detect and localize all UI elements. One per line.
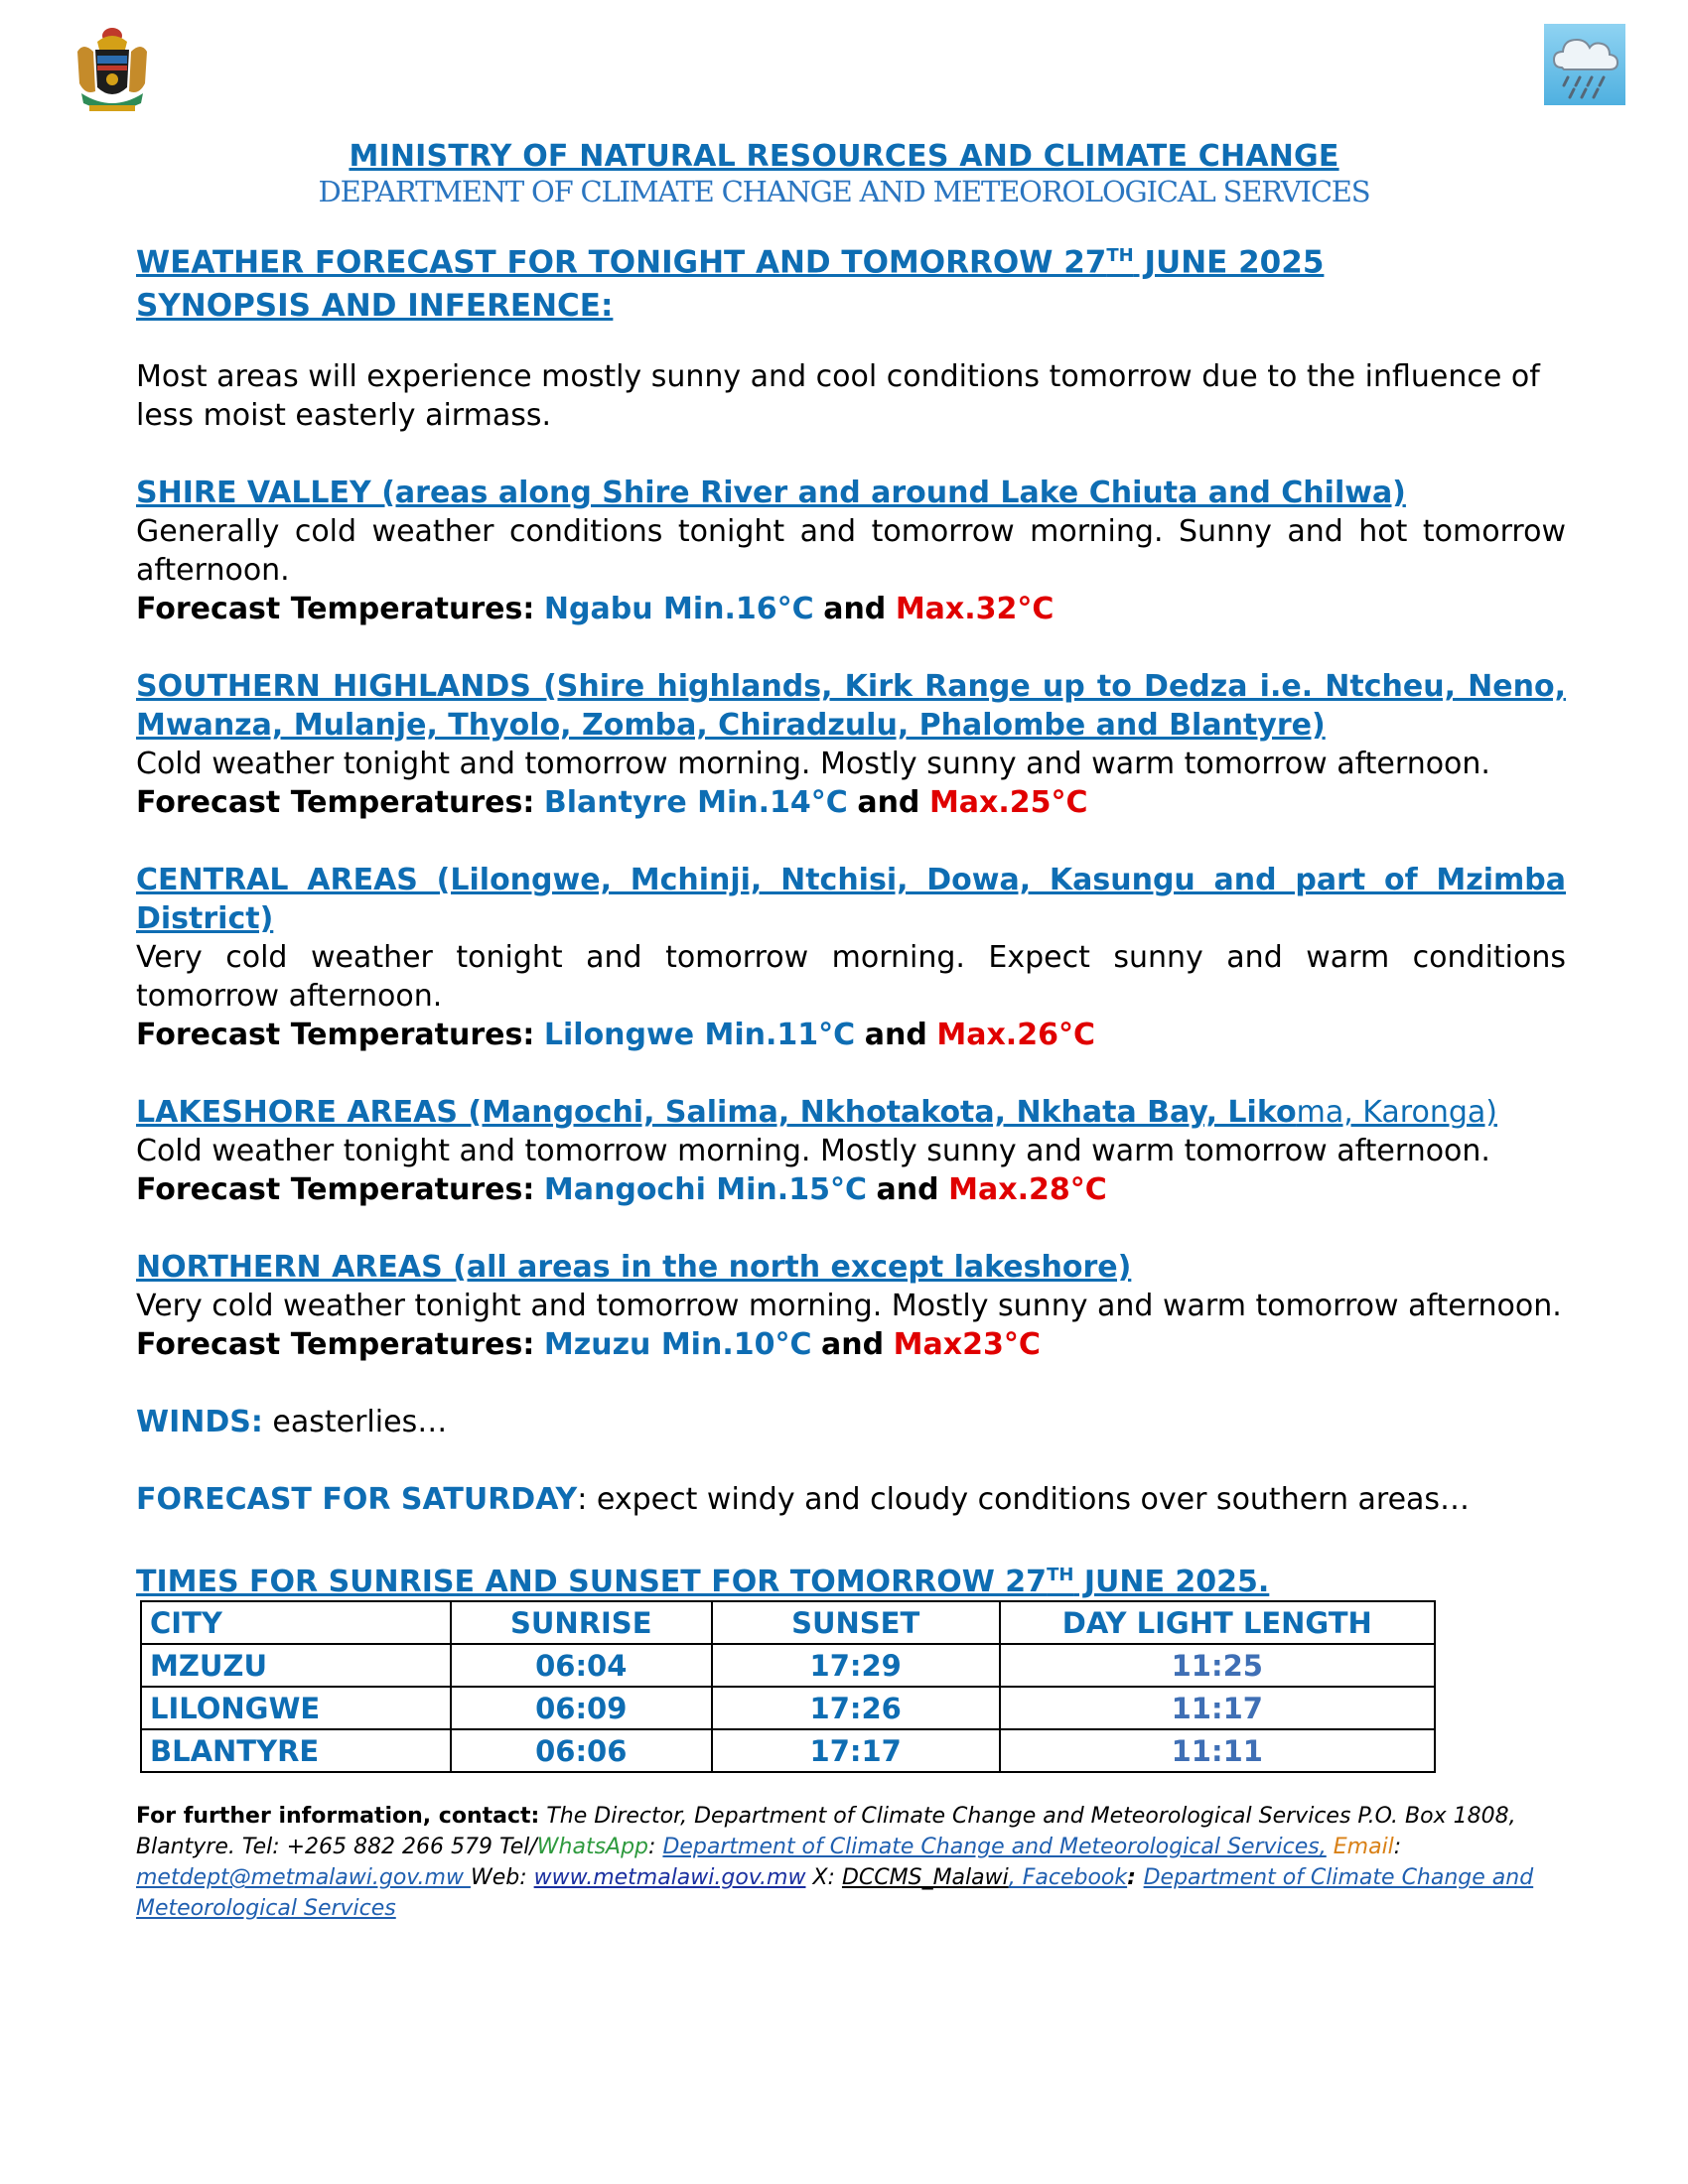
synopsis-text: Most areas will experience mostly sunny and cool conditions tomorrow due to the influence of less moist easterly airmass. (136, 359, 1540, 434)
min-temperature: Mangochi Min.15°C (543, 1172, 867, 1208)
table-cell: 17:29 (712, 1644, 1000, 1687)
min-temperature: Mzuzu Min.10°C (543, 1327, 812, 1363)
table-row (141, 1729, 1435, 1772)
sun-times-table (140, 1600, 1436, 1773)
ministry-title: MINISTRY OF NATURAL RESOURCES AND CLIMATE CHANGE (349, 139, 1339, 174)
region-list (136, 474, 1566, 1403)
x-handle-link[interactable]: DCCMS_Malawi (841, 1865, 1009, 1891)
table-row (141, 1644, 1435, 1687)
department-title: DEPARTMENT OF CLIMATE CHANGE AND METEOROLOGICAL SERVICES (318, 175, 1370, 208)
region-description: Cold weather tonight and tomorrow morning. Mostly sunny and warm tomorrow afternoon. (136, 747, 1490, 782)
region-block (136, 1248, 1566, 1403)
region-temperatures: Forecast Temperatures: Mangochi Min.15°C and Max.28°C (136, 1172, 1107, 1208)
facebook-link[interactable]: Department of Climate Change and Meteorological Services (136, 1865, 1534, 1922)
table-cell: 17:17 (712, 1729, 1000, 1772)
table-cell: 11:17 (1000, 1687, 1435, 1729)
region-title: SOUTHERN HIGHLANDS (Shire highlands, Kirk Range up to Dedza i.e. Ntcheu, Neno, Mwanza, Mulanje, Thyolo, Zomba, Chiradzulu, Phalombe and Blantyre) (136, 669, 1566, 744)
max-temperature: Max.26°C (936, 1018, 1095, 1053)
column-header: SUNRISE (451, 1601, 712, 1644)
rain-cloud-icon (1544, 24, 1625, 105)
min-temperature: Ngabu Min.16°C (543, 592, 814, 627)
forecast-content (136, 234, 1566, 1924)
region-temperatures: Forecast Temperatures: Ngabu Min.16°C and Max.32°C (136, 592, 1055, 627)
web-link[interactable]: www.metmalawi.gov.mw (533, 1865, 806, 1891)
region-temperatures: Forecast Temperatures: Lilongwe Min.11°C and Max.26°C (136, 1018, 1095, 1053)
winds-line: WINDS: easterlies… (136, 1405, 448, 1440)
region-title: SHIRE VALLEY (areas along Shire River and around Lake Chiuta and Chilwa) (136, 476, 1406, 511)
min-temperature: Lilongwe Min.11°C (543, 1018, 856, 1053)
forecast-heading: WEATHER FORECAST FOR TONIGHT AND TOMORROW 27TH JUNE 2025 (136, 244, 1325, 281)
min-temperature: Blantyre Min.14°C (543, 785, 848, 821)
table-cell: 06:09 (451, 1687, 712, 1729)
max-temperature: Max.32°C (895, 592, 1055, 627)
region-block (136, 667, 1566, 861)
table-cell: BLANTYRE (141, 1729, 451, 1772)
sun-times-heading: TIMES FOR SUNRISE AND SUNSET FOR TOMORROW 27TH JUNE 2025. (136, 1565, 1270, 1600)
table-cell: MZUZU (141, 1644, 451, 1687)
table-cell: 06:04 (451, 1644, 712, 1687)
table-cell: LILONGWE (141, 1687, 451, 1729)
max-temperature: Max23°C (893, 1327, 1041, 1363)
region-description: Cold weather tonight and tomorrow morning. Mostly sunny and warm tomorrow afternoon. (136, 1134, 1490, 1169)
region-description: Generally cold weather conditions tonight and tomorrow morning. Sunny and hot tomorrow afternoon. (136, 514, 1566, 589)
table-cell: 11:25 (1000, 1644, 1435, 1687)
dept-link[interactable]: Department of Climate Change and Meteorological Services, (662, 1835, 1327, 1860)
max-temperature: Max.25°C (928, 785, 1088, 821)
region-temperatures: Forecast Temperatures: Mzuzu Min.10°C and Max23°C (136, 1327, 1041, 1363)
region-title: LAKESHORE AREAS (Mangochi, Salima, Nkhotakota, Nkhata Bay, Likoma, Karonga) (136, 1095, 1497, 1131)
region-description: Very cold weather tonight and tomorrow morning. Expect sunny and warm conditions tomorrow afternoon. (136, 940, 1566, 1015)
column-header: SUNSET (712, 1601, 1000, 1644)
region-title: NORTHERN AREAS (all areas in the north except lakeshore) (136, 1250, 1132, 1286)
table-cell: 06:06 (451, 1729, 712, 1772)
region-title: CENTRAL AREAS (Lilongwe, Mchinji, Ntchisi, Dowa, Kasungu and part of Mzimba District) (136, 863, 1566, 937)
table-row (141, 1687, 1435, 1729)
region-block (136, 861, 1566, 1093)
region-temperatures: Forecast Temperatures: Blantyre Min.14°C and Max.25°C (136, 785, 1088, 821)
malawi-coat-of-arms-icon (68, 22, 157, 117)
email-link[interactable]: metdept@metmalawi.gov.mw (136, 1865, 471, 1891)
column-header: CITY (141, 1601, 451, 1644)
table-cell: 17:26 (712, 1687, 1000, 1729)
synopsis-heading: SYNOPSIS AND INFERENCE: (136, 288, 614, 325)
region-description: Very cold weather tonight and tomorrow morning. Mostly sunny and warm tomorrow afternoon. (136, 1289, 1562, 1324)
table-cell: 11:11 (1000, 1729, 1435, 1772)
max-temperature: Max.28°C (948, 1172, 1107, 1208)
column-header: DAY LIGHT LENGTH (1000, 1601, 1435, 1644)
contact-footer: For further information, contact: The Director, Department of Climate Change and Meteorological Services P.O. Box 1808, Blantyre. Tel: +265 882 266 579 Tel/WhatsApp: Department of Climate Change and Meteorological Services, Email: metdept@metmalawi.gov.mw Web: www.metmalawi.gov.mw X: DCCMS_Malawi, Facebook: Department of Climate Change and Meteorological Services (136, 1804, 1534, 1922)
table-header-row (141, 1601, 1435, 1644)
region-block (136, 1093, 1566, 1248)
region-block (136, 474, 1566, 667)
saturday-line: FORECAST FOR SATURDAY: expect windy and cloudy conditions over southern areas… (136, 1482, 1471, 1518)
